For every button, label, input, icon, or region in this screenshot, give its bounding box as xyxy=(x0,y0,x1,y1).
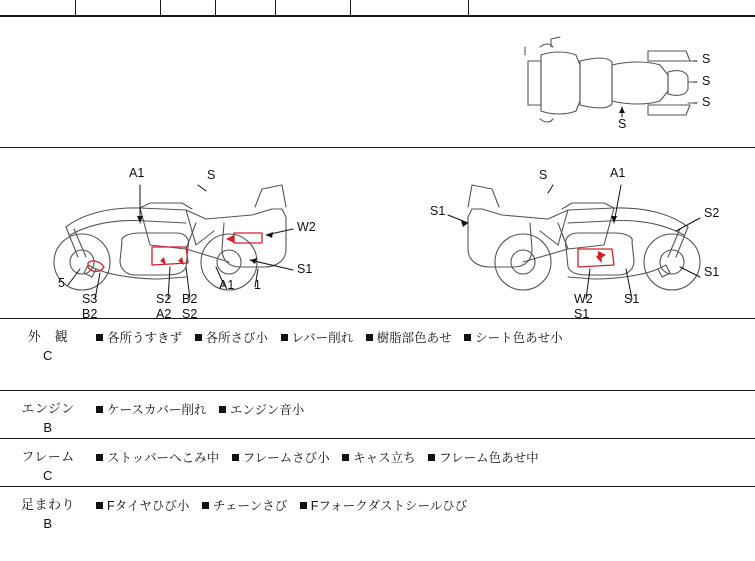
diagram-label: S2 xyxy=(704,206,720,220)
bullet-square-icon xyxy=(219,406,226,413)
diagram-label: B2 xyxy=(182,292,198,306)
condition-item-label: 各所さび小 xyxy=(205,331,269,345)
diagram-label: S xyxy=(702,52,711,66)
diagram-label: A1 xyxy=(610,166,626,180)
condition-item-label: フレーム色あせ中 xyxy=(439,451,539,465)
bullet-square-icon xyxy=(428,454,435,461)
condition-item xyxy=(464,331,563,345)
condition-grade: C xyxy=(43,347,53,363)
condition-row-engine xyxy=(0,391,755,439)
condition-category xyxy=(0,319,96,366)
condition-item xyxy=(300,499,468,513)
condition-row-chassis xyxy=(0,487,755,539)
diagram-label: S1 xyxy=(297,262,313,276)
bullet-square-icon xyxy=(342,454,349,461)
condition-category-label: 足まわり xyxy=(20,497,75,512)
diagram-label: 5 xyxy=(58,276,65,290)
strip-divider xyxy=(468,0,469,15)
condition-item xyxy=(96,331,182,345)
bullet-square-icon xyxy=(300,502,307,509)
condition-item xyxy=(195,331,269,345)
condition-item xyxy=(281,331,354,345)
bullet-square-icon xyxy=(96,502,103,509)
diagram-label: A2 xyxy=(156,307,172,321)
condition-item-label: キャス立ち xyxy=(353,451,416,465)
strip-divider xyxy=(215,0,216,15)
condition-items xyxy=(96,487,755,516)
condition-grade: B xyxy=(43,419,53,435)
bullet-square-icon xyxy=(464,334,471,341)
strip-divider xyxy=(275,0,276,15)
condition-item xyxy=(232,451,330,465)
diagram-label: S3 xyxy=(82,292,98,306)
diagram-label: S xyxy=(618,117,627,131)
condition-category xyxy=(0,391,96,438)
bullet-square-icon xyxy=(96,454,103,461)
condition-category-label: エンジン xyxy=(21,401,75,416)
diagram-label: S1 xyxy=(704,265,720,279)
top-table-strip xyxy=(0,0,755,17)
condition-item-label: シート色あせ小 xyxy=(475,331,563,345)
bullet-square-icon xyxy=(195,334,202,341)
condition-item xyxy=(219,403,304,417)
diagram-label: S1 xyxy=(430,204,446,218)
diagram-artwork xyxy=(0,17,755,319)
diagram-label: S xyxy=(702,95,711,109)
diagram-label: S xyxy=(207,168,216,182)
condition-category-label: 外 観 xyxy=(27,329,69,344)
condition-category xyxy=(0,439,96,486)
diagram-label: S xyxy=(539,168,548,182)
condition-row-appearance xyxy=(0,319,755,391)
strip-divider xyxy=(160,0,161,15)
condition-item-label: エンジン音小 xyxy=(229,403,305,417)
condition-items xyxy=(96,319,755,348)
condition-grade: B xyxy=(43,515,53,531)
condition-items xyxy=(96,439,755,468)
condition-items xyxy=(96,391,755,420)
diagram-divider xyxy=(0,147,755,148)
condition-item-label: レバー削れ xyxy=(291,331,354,345)
diagram-label: S1 xyxy=(574,307,590,321)
condition-grade: C xyxy=(43,467,53,483)
condition-item-label: Fタイヤひび小 xyxy=(107,499,190,513)
condition-item-label: チェーンさび xyxy=(212,499,288,513)
condition-item-label: Fフォークダストシールひび xyxy=(310,499,468,513)
diagram-label: S2 xyxy=(182,307,198,321)
condition-item xyxy=(342,451,416,465)
diagram-label: S2 xyxy=(156,292,172,306)
condition-item-label: 樹脂部色あせ xyxy=(376,331,452,345)
condition-item xyxy=(96,403,206,417)
diagram-label: S1 xyxy=(624,292,640,306)
bullet-square-icon xyxy=(232,454,239,461)
condition-item xyxy=(366,331,452,345)
bullet-square-icon xyxy=(366,334,373,341)
condition-item-label: 各所うすきず xyxy=(107,331,183,345)
condition-item xyxy=(428,451,539,465)
condition-category xyxy=(0,487,96,534)
bullet-square-icon xyxy=(281,334,288,341)
diagram-label: A1 xyxy=(129,166,145,180)
diagram-label: S xyxy=(702,74,711,88)
strip-divider xyxy=(75,0,76,15)
condition-item-label: フレームさび小 xyxy=(242,451,330,465)
bullet-square-icon xyxy=(96,334,103,341)
damage-diagram xyxy=(0,17,755,319)
condition-category-label: フレーム xyxy=(21,449,75,464)
condition-item-label: ストッパーへこみ中 xyxy=(107,451,220,465)
diagram-label: A1 xyxy=(219,278,235,292)
condition-item-label: ケースカバー削れ xyxy=(107,403,207,417)
diagram-label: W2 xyxy=(574,292,593,306)
diagram-label: 1 xyxy=(254,278,261,292)
condition-item xyxy=(202,499,287,513)
condition-item xyxy=(96,451,219,465)
condition-row-frame xyxy=(0,439,755,487)
bullet-square-icon xyxy=(96,406,103,413)
condition-item xyxy=(96,499,189,513)
diagram-label: B2 xyxy=(82,307,98,321)
bullet-square-icon xyxy=(202,502,209,509)
diagram-label: W2 xyxy=(297,220,316,234)
strip-divider xyxy=(350,0,351,15)
